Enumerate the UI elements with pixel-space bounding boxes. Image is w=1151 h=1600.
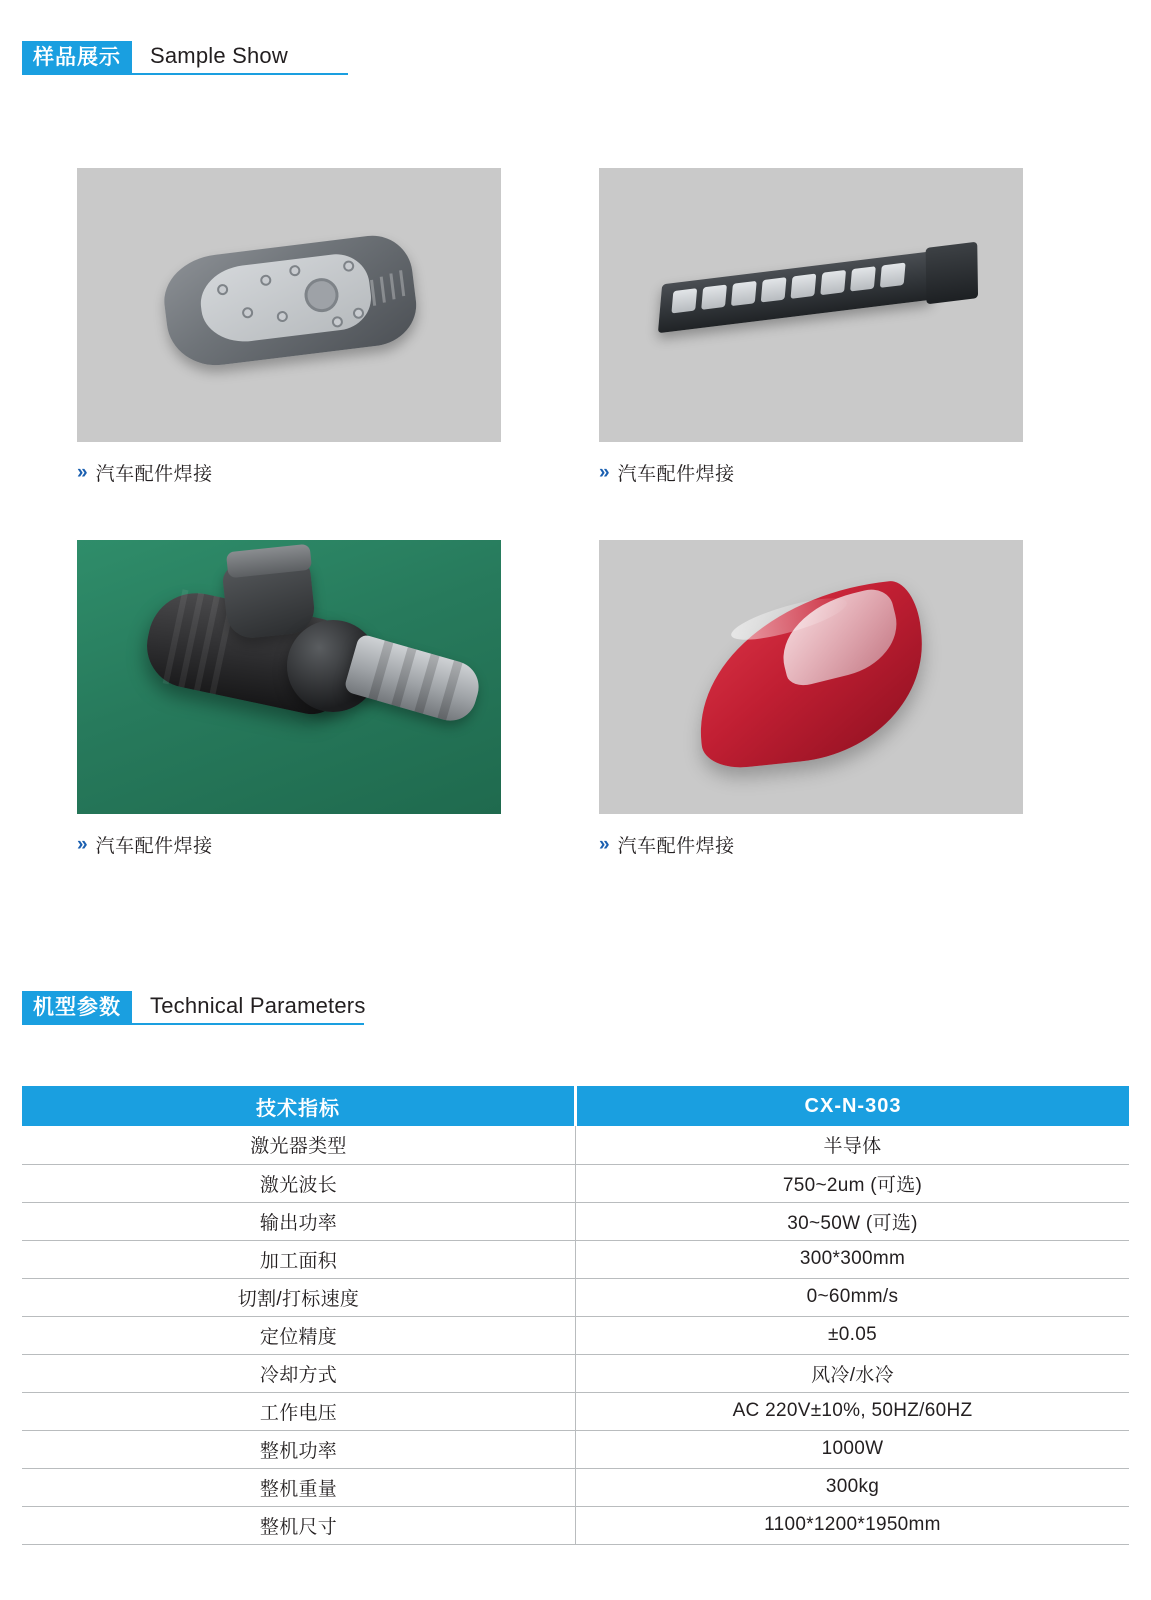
table-row bbox=[22, 1506, 1129, 1544]
sample-row bbox=[77, 168, 1022, 485]
table-row bbox=[22, 1126, 1129, 1164]
sample-show-section-header bbox=[22, 41, 348, 75]
sample-caption-3 bbox=[77, 831, 501, 857]
sample-caption-text: 汽车配件焊接 bbox=[95, 835, 213, 857]
table-cell-label: 加工面积 bbox=[22, 1240, 576, 1278]
sample-photo-connector-strip bbox=[599, 168, 1023, 442]
table-cell-label: 激光波长 bbox=[22, 1164, 576, 1202]
chevron-right-icon: » bbox=[77, 461, 85, 483]
table-header-model: CX-N-303 bbox=[576, 1086, 1130, 1126]
lamp-housing-shape bbox=[159, 231, 421, 371]
chevron-right-icon: » bbox=[599, 833, 607, 855]
connector-strip-head bbox=[926, 242, 978, 305]
table-cell-value: 1100*1200*1950mm bbox=[576, 1506, 1130, 1544]
table-cell-value: 0~60mm/s bbox=[576, 1278, 1130, 1316]
sample-item-2 bbox=[599, 168, 1023, 485]
table-row bbox=[22, 1430, 1129, 1468]
sample-caption-text: 汽车配件焊接 bbox=[617, 835, 735, 857]
connector-strip-shape bbox=[658, 251, 936, 334]
table-cell-value: 风冷/水冷 bbox=[576, 1354, 1130, 1392]
lamp-inner-plate bbox=[197, 250, 375, 346]
hose-nozzle bbox=[343, 633, 485, 727]
sample-caption-2 bbox=[599, 459, 1023, 485]
table-cell-value: AC 220V±10%, 50HZ/60HZ bbox=[576, 1392, 1130, 1430]
table-row bbox=[22, 1240, 1129, 1278]
sample-caption-1 bbox=[77, 459, 501, 485]
table-cell-label: 工作电压 bbox=[22, 1392, 576, 1430]
table-cell-label: 整机重量 bbox=[22, 1468, 576, 1506]
table-cell-value: 30~50W (可选) bbox=[576, 1202, 1130, 1240]
sample-caption-4 bbox=[599, 831, 1023, 857]
table-row bbox=[22, 1468, 1129, 1506]
table-cell-value: 300*300mm bbox=[576, 1240, 1130, 1278]
table-cell-label: 整机功率 bbox=[22, 1430, 576, 1468]
table-cell-label: 整机尺寸 bbox=[22, 1506, 576, 1544]
table-cell-value: 300kg bbox=[576, 1468, 1130, 1506]
technical-parameters-title-en: Technical Parameters bbox=[150, 993, 366, 1018]
table-cell-value: ±0.05 bbox=[576, 1316, 1130, 1354]
chevron-right-icon: » bbox=[599, 461, 607, 483]
table-cell-value: 1000W bbox=[576, 1430, 1130, 1468]
sample-caption-text: 汽车配件焊接 bbox=[95, 463, 213, 485]
sample-show-tag: 样品展示 bbox=[22, 41, 132, 75]
table-row bbox=[22, 1316, 1129, 1354]
sample-photo-lamp-housing bbox=[77, 168, 501, 442]
table-cell-label: 切割/打标速度 bbox=[22, 1278, 576, 1316]
table-row bbox=[22, 1354, 1129, 1392]
sample-row bbox=[77, 540, 1022, 857]
sample-item-3 bbox=[77, 540, 501, 857]
table-cell-label: 冷却方式 bbox=[22, 1354, 576, 1392]
sample-show-title-en: Sample Show bbox=[150, 43, 288, 68]
table-cell-value: 半导体 bbox=[576, 1126, 1130, 1164]
table-row bbox=[22, 1392, 1129, 1430]
sample-photo-red-lens bbox=[599, 540, 1023, 814]
table-header-row bbox=[22, 1086, 1129, 1126]
technical-parameters-table bbox=[22, 1086, 1129, 1545]
technical-parameters-underline bbox=[132, 995, 364, 1025]
table-cell-label: 定位精度 bbox=[22, 1316, 576, 1354]
technical-parameters-section-header bbox=[22, 991, 364, 1025]
sample-show-underline bbox=[132, 45, 348, 75]
sample-photo-hose-connector bbox=[77, 540, 501, 814]
lamp-core bbox=[303, 276, 341, 314]
table-cell-label: 输出功率 bbox=[22, 1202, 576, 1240]
technical-parameters-tag: 机型参数 bbox=[22, 991, 132, 1025]
sample-item-4 bbox=[599, 540, 1023, 857]
sample-item-1 bbox=[77, 168, 501, 485]
table-cell-value: 750~2um (可选) bbox=[576, 1164, 1130, 1202]
table-cell-label: 激光器类型 bbox=[22, 1126, 576, 1164]
table-header-spec: 技术指标 bbox=[22, 1086, 576, 1126]
table-row bbox=[22, 1164, 1129, 1202]
chevron-right-icon: » bbox=[77, 833, 85, 855]
sample-gallery bbox=[77, 168, 1022, 857]
table-row bbox=[22, 1278, 1129, 1316]
table-row bbox=[22, 1202, 1129, 1240]
sample-caption-text: 汽车配件焊接 bbox=[617, 463, 735, 485]
